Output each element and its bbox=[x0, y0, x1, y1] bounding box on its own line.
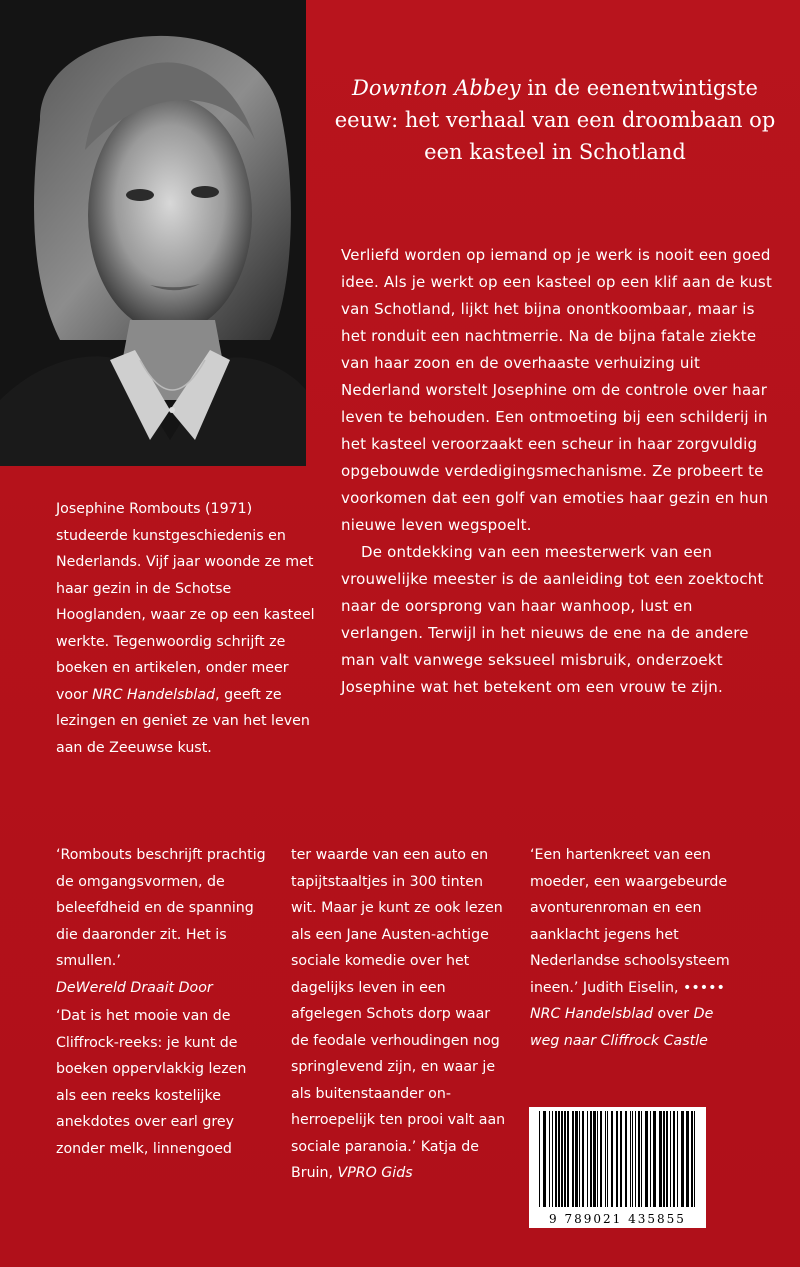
quote-3-text: ‘Een hartenkreet van een moeder, een waargebeurde avonturenroman en een aanklacht jegens het Nederlandse schoolsysteem ineen.’ Judith Eiselin, ••••• bbox=[530, 847, 730, 996]
barcode-bar bbox=[630, 1111, 631, 1207]
barcode-bar bbox=[600, 1111, 602, 1207]
barcode-bar bbox=[616, 1111, 618, 1207]
tagline-rest: in de eenentwintigste eeuw: het verhaal van een droombaan op een kasteel in Schotland bbox=[334, 76, 776, 164]
book-blurb bbox=[341, 242, 779, 701]
barcode-bar bbox=[582, 1111, 584, 1207]
bio-text-2: , geeft ze lezingen en geniet ze van het leven aan de Zeeuwse kust. bbox=[56, 686, 310, 756]
author-photo bbox=[0, 0, 306, 466]
blurb-paragraph-1: Verliefd worden op iemand op je werk is nooit een goed idee. Als je werkt op een kasteel op een klif aan de kust van Schotland, lijkt het bijna onontkoombaar, maar is het ronduit een nachtmerrie. Na de bijna fatale ziekte van haar zoon en de overhaaste verhuizing uit Nederland worstelt Josephine om de controle over haar leven te behouden. Een ontmoeting bij een schilderij in het kasteel veroorzaakt een scheur in haar zorgvuldig opgebouwde verdedigingsmechanisme. Ze probeert te voorkomen dat een golf van emoties haar gezin en hun nieuwe leven wegspoelt. bbox=[341, 246, 773, 534]
review-quote-2-continued bbox=[291, 842, 506, 1187]
barcode-bar bbox=[686, 1111, 689, 1207]
barcode-digits: 9 789021 435855 bbox=[549, 1212, 686, 1226]
barcode-bar bbox=[653, 1111, 656, 1207]
barcode-bar bbox=[552, 1111, 553, 1207]
barcode-bar bbox=[620, 1111, 622, 1207]
isbn-barcode bbox=[529, 1107, 706, 1228]
quote-3-mid: over bbox=[652, 1006, 694, 1022]
barcode-bar bbox=[575, 1111, 578, 1207]
barcode-bar bbox=[666, 1111, 668, 1207]
review-quote-2 bbox=[56, 1003, 266, 1162]
barcode-bar bbox=[677, 1111, 678, 1207]
barcode-bar bbox=[605, 1111, 606, 1207]
bio-text-1: Josephine Rombouts (1971) studeerde kunstgeschiedenis en Nederlands. Vijf jaar woonde ze met haar gezin in de Schotse Hooglanden, waar ze op een kasteel werkte. Tegenwoordig schrijft ze boeken en artikelen, onder meer voor bbox=[56, 501, 315, 703]
barcode-bar bbox=[543, 1111, 546, 1207]
barcode-bar bbox=[635, 1111, 636, 1207]
barcode-bar bbox=[549, 1111, 550, 1207]
barcode-bar bbox=[650, 1111, 651, 1207]
barcode-bar bbox=[561, 1111, 563, 1207]
review-quote-1 bbox=[56, 842, 266, 1001]
quote-1-source: DeWereld Draait Door bbox=[56, 979, 213, 996]
quote-2-source: VPRO Gids bbox=[337, 1165, 413, 1181]
barcode-bar bbox=[539, 1111, 540, 1207]
barcode-bar bbox=[670, 1111, 671, 1207]
quote-3-source-2: De weg naar Cliffrock Castle bbox=[530, 1006, 714, 1049]
barcode-bar bbox=[681, 1111, 684, 1207]
barcode-bar bbox=[587, 1111, 588, 1207]
barcode-bar bbox=[564, 1111, 566, 1207]
barcode-bar bbox=[597, 1111, 598, 1207]
quote-2-text: ‘Dat is het mooie van de Cliffrock-reeks: je kunt de boeken oppervlakkig lezen als een reeks kostelijke anekdotes over earl grey zonder melk, linnengoed bbox=[56, 1008, 247, 1157]
barcode-bar bbox=[607, 1111, 608, 1207]
review-quote-3 bbox=[530, 842, 745, 1054]
barcode-bar bbox=[641, 1111, 642, 1207]
barcode-bar bbox=[572, 1111, 574, 1207]
quote-2-continued-text: ter waarde van een auto en tapijtstaaltjes in 300 tinten wit. Maar je kunt ze ook lezen als een Jane Austen-achtige sociale komedie over het dagelijks leven in een afgelegen Schots dorp waar de feodale verhoudingen nog springlevend zijn, en waar je als buitenstaander onherroepelijk ten prooi valt aan sociale paranoia.’ Katja de Bruin, bbox=[291, 847, 506, 1181]
tagline bbox=[330, 72, 780, 168]
tagline-title: Downton Abbey bbox=[352, 76, 521, 100]
blurb-paragraph-2: De ontdekking van een meesterwerk van een vrouwelijke meester is de aanleiding tot een zoektocht naar de oorsprong van haar wanhoop, lust en verlangen. Terwijl in het nieuws de ene na de andere man valt vanwege seksueel misbruik, onderzoekt Josephine wat het betekent om een vrouw te zijn. bbox=[341, 543, 764, 696]
barcode-bar bbox=[645, 1111, 648, 1207]
barcode-bar bbox=[611, 1111, 613, 1207]
barcode-bar bbox=[625, 1111, 627, 1207]
barcode-bar bbox=[558, 1111, 560, 1207]
barcode-bar bbox=[659, 1111, 662, 1207]
barcode-bar bbox=[590, 1111, 592, 1207]
barcode-bar bbox=[694, 1111, 695, 1207]
bio-publication: NRC Handelsblad bbox=[92, 686, 216, 703]
barcode-bar bbox=[593, 1111, 596, 1207]
barcode-bar bbox=[632, 1111, 633, 1207]
barcode-bar bbox=[555, 1111, 557, 1207]
barcode-bar bbox=[663, 1111, 665, 1207]
barcode-bar bbox=[691, 1111, 693, 1207]
barcode-bar bbox=[579, 1111, 580, 1207]
barcode-bar bbox=[567, 1111, 569, 1207]
quote-1-text: ‘Rombouts beschrijft prachtig de omgangsvormen, de beleefdheid en de spanning die daaronder zit. Het is smullen.’ bbox=[56, 847, 266, 969]
quote-3-source-1: NRC Handelsblad bbox=[530, 1006, 653, 1022]
barcode-bar bbox=[673, 1111, 675, 1207]
author-bio bbox=[56, 496, 316, 761]
barcode-bars bbox=[529, 1107, 706, 1211]
barcode-bar bbox=[638, 1111, 640, 1207]
